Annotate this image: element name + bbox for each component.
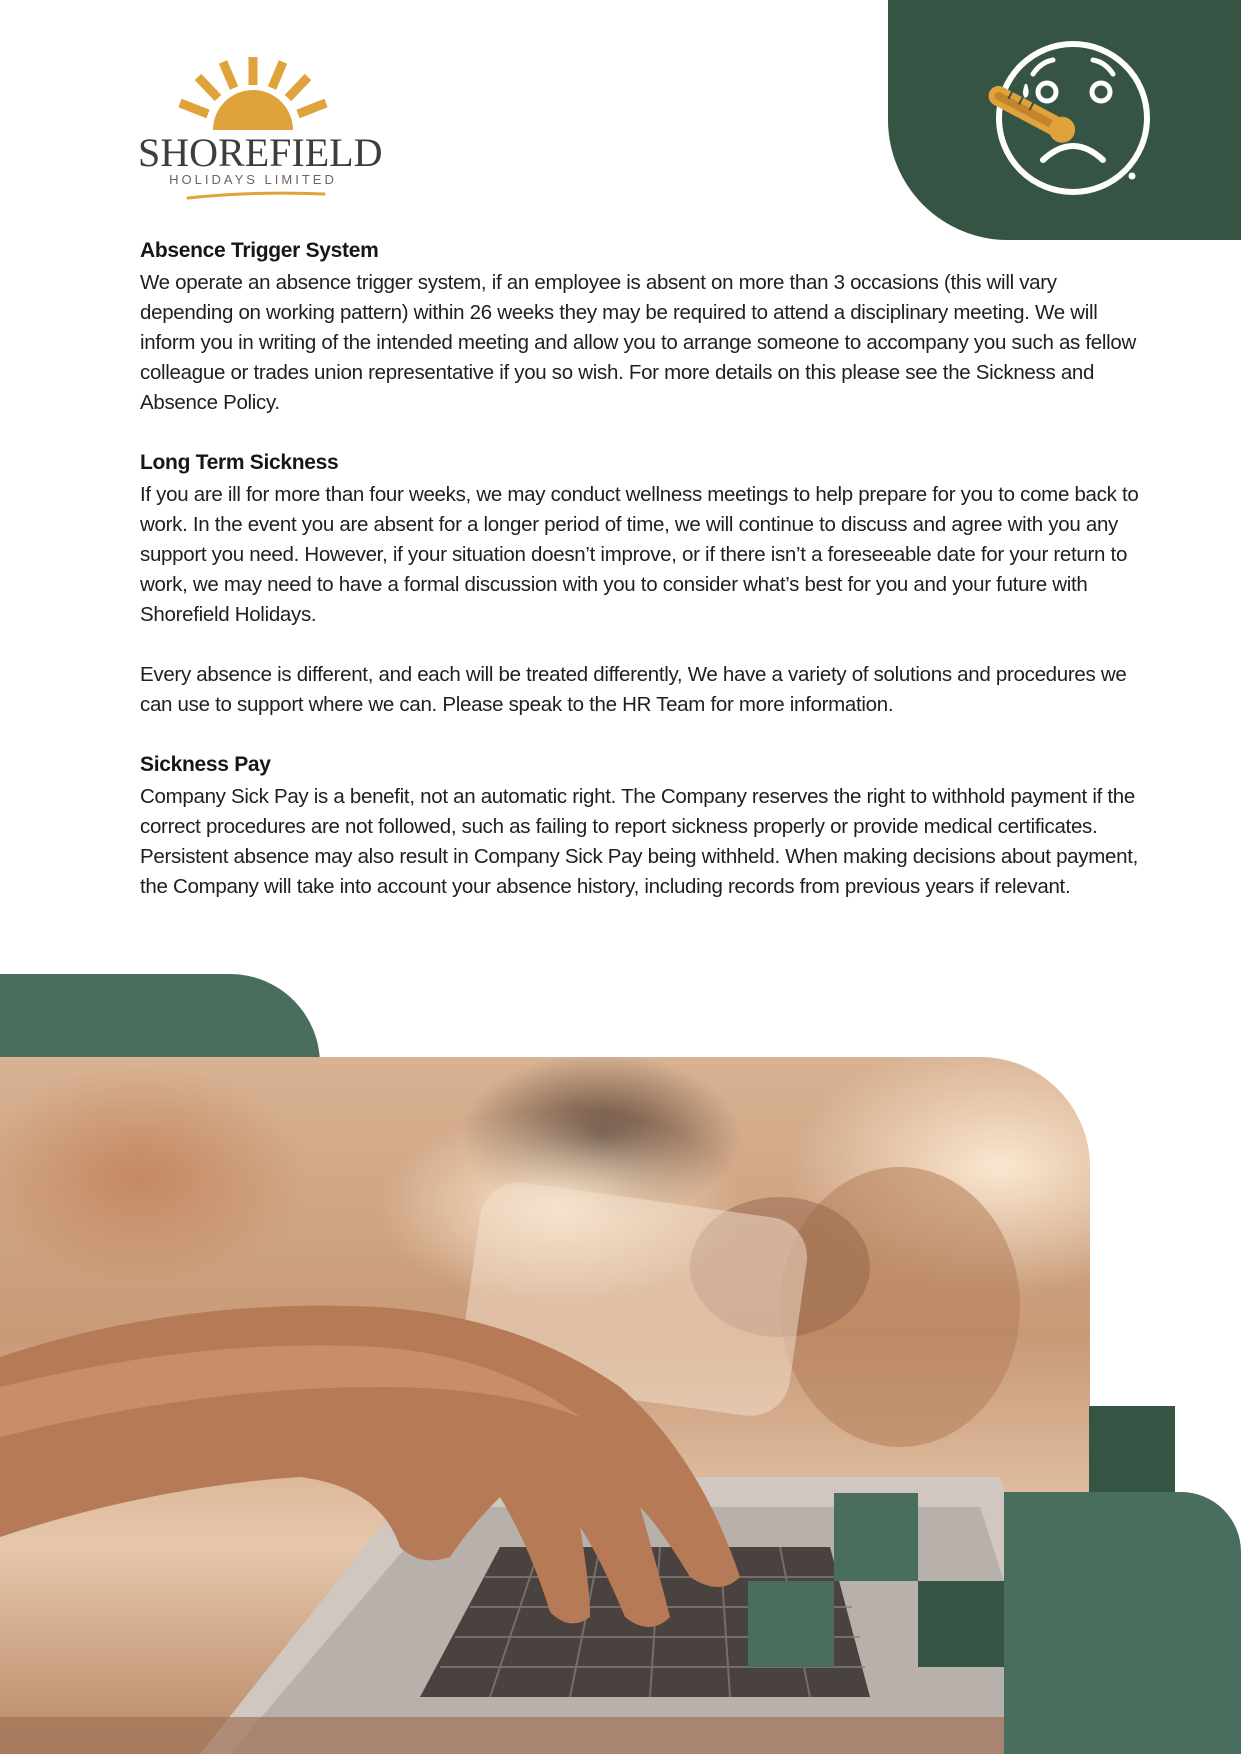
section-heading: Absence Trigger System: [140, 239, 379, 262]
section-paragraph: Company Sick Pay is a benefit, not an automatic right. The Company reserves the right to withhold payment if the correct procedures are not followed, such as failing to report sickness properly or provide medical certificates. Persistent absence may also result in Company Sick Pay being withheld. When making decisions about payment, the Company will take into account your absence history, including records from previous years if relevant.: [140, 785, 1138, 898]
document-body: [140, 236, 1145, 932]
section-absence-trigger: [140, 236, 1145, 418]
sick-face-thermometer-icon: [985, 36, 1155, 206]
decor-square: [1004, 1492, 1241, 1754]
sun-logo-icon: [168, 55, 338, 135]
section-heading: Long Term Sickness: [140, 451, 339, 474]
section-paragraph: If you are ill for more than four weeks, we may conduct wellness meetings to help prepare for you to come back to work. In the event you are absent for a longer period of time, we will continue to discuss and agree with you any support you need. However, if your situation doesn’t improve, or if there isn’t a foreseeable date for your return to work, we may need to have a formal discussion with you to consider what’s best for you and your future with Shorefield Holidays.: [140, 483, 1139, 626]
section-paragraph: Every absence is different, and each will be treated differently, We have a variety of solutions and procedures we can use to support where we can. Please speak to the HR Team for more information.: [140, 663, 1127, 716]
section-every-absence: [140, 660, 1145, 720]
logo-swoosh: [186, 189, 326, 201]
decor-square: [748, 1581, 834, 1667]
company-logo: [138, 55, 383, 205]
decor-square: [834, 1493, 918, 1581]
decor-square: [918, 1581, 1004, 1667]
section-long-term-sickness: [140, 448, 1145, 630]
green-band-decoration: [0, 974, 320, 1064]
logo-wordmark: SHOREFIELD: [138, 130, 383, 175]
section-sickness-pay: [140, 750, 1145, 902]
decor-square: [1089, 1406, 1175, 1492]
logo-subtitle: HOLIDAYS LIMITED: [169, 172, 337, 187]
section-paragraph: We operate an absence trigger system, if an employee is absent on more than 3 occasions (this will vary depending on working pattern) within 26 weeks they may be required to attend a disciplinary meeting. We will inform you in writing of the intended meeting and allow you to arrange someone to accompany you such as fellow colleague or trades union representative if you so wish. For more details on this please see the Sickness and Absence Policy.: [140, 271, 1137, 414]
section-heading: Sickness Pay: [140, 753, 271, 776]
